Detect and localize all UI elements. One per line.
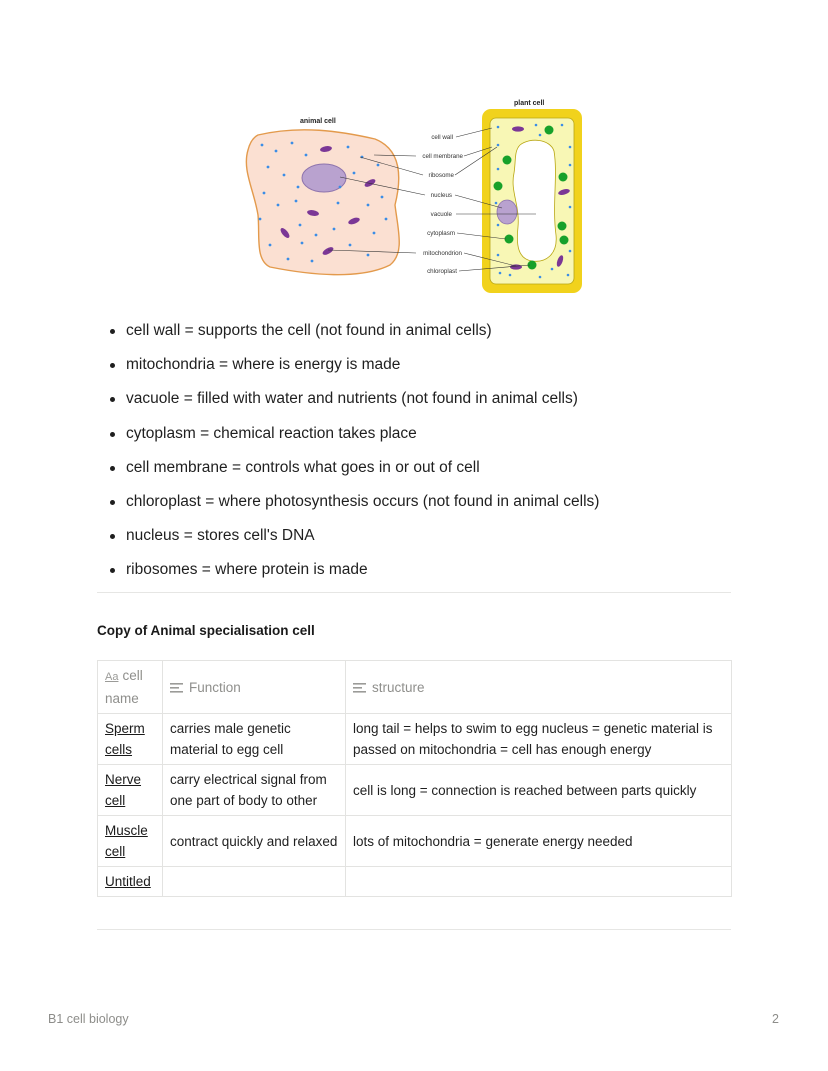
footer-page-number: 2 bbox=[772, 1012, 779, 1026]
list-item: cytoplasm = chemical reaction takes place bbox=[108, 424, 748, 458]
column-header-label: Function bbox=[189, 679, 241, 695]
column-header-name[interactable] bbox=[98, 661, 163, 714]
animal-cell-title: animal cell bbox=[300, 118, 336, 125]
row-title-link[interactable]: Muscle cell bbox=[105, 823, 148, 859]
specialised-cells-table bbox=[97, 660, 732, 897]
plant-nucleus bbox=[497, 200, 517, 224]
cell-name[interactable] bbox=[98, 714, 163, 765]
plant-vacuole bbox=[513, 140, 556, 261]
row-title-link[interactable]: Untitled bbox=[105, 874, 151, 889]
column-header-label: structure bbox=[372, 679, 425, 695]
list-item: cell membrane = controls what goes in or out of cell bbox=[108, 458, 748, 492]
text-property-icon bbox=[353, 683, 366, 693]
cell-structure[interactable]: cell is long = connection is reached between parts quickly bbox=[346, 765, 732, 816]
list-item: cell wall = supports the cell (not found in animal cells) bbox=[108, 321, 748, 355]
label-nucleus: nucleus bbox=[430, 192, 452, 199]
footer-document-title: B1 cell biology bbox=[48, 1012, 129, 1026]
cell-name[interactable] bbox=[98, 867, 163, 897]
title-property-icon: Aa bbox=[105, 671, 119, 683]
cell-structure[interactable]: long tail = helps to swim to egg nucleus = genetic material is passed on mitochondria = cell has enough energy bbox=[346, 714, 732, 765]
label-cell-wall: cell wall bbox=[431, 134, 453, 141]
label-cell-membrane: cell membrane bbox=[422, 153, 463, 160]
cell-structure[interactable]: lots of mitochondria = generate energy needed bbox=[346, 816, 732, 867]
plant-cell-title: plant cell bbox=[514, 100, 545, 107]
cell-diagram bbox=[240, 95, 590, 300]
cell-function[interactable]: carries male genetic material to egg cell bbox=[163, 714, 346, 765]
section-title: Copy of Animal specialisation cell bbox=[97, 623, 315, 638]
table-row bbox=[98, 714, 732, 765]
divider bbox=[97, 592, 731, 593]
column-header-structure[interactable] bbox=[346, 661, 732, 714]
divider bbox=[97, 929, 731, 930]
label-cytoplasm: cytoplasm bbox=[427, 230, 455, 237]
column-header-function[interactable] bbox=[163, 661, 346, 714]
column-header-label: cell name bbox=[105, 668, 143, 706]
label-mitochondrion: mitochondrion bbox=[423, 250, 462, 257]
table-row bbox=[98, 867, 732, 897]
label-chloroplast: chloroplast bbox=[427, 268, 457, 275]
cell-structure[interactable] bbox=[346, 867, 732, 897]
diagram-labels bbox=[422, 134, 463, 275]
organelle-function-list bbox=[108, 321, 748, 595]
table-header-row bbox=[98, 661, 732, 714]
cell-name[interactable] bbox=[98, 816, 163, 867]
list-item: nucleus = stores cell's DNA bbox=[108, 526, 748, 560]
cell-name[interactable] bbox=[98, 765, 163, 816]
row-title-link[interactable]: Sperm cells bbox=[105, 721, 145, 757]
cell-diagram-svg bbox=[240, 95, 590, 300]
list-item: mitochondria = where is energy is made bbox=[108, 355, 748, 389]
list-item: vacuole = filled with water and nutrients (not found in animal cells) bbox=[108, 389, 748, 423]
cell-function[interactable] bbox=[163, 867, 346, 897]
text-property-icon bbox=[170, 683, 183, 693]
cell-function[interactable]: contract quickly and relaxed bbox=[163, 816, 346, 867]
row-title-link[interactable]: Nerve cell bbox=[105, 772, 142, 808]
label-ribosome: ribosome bbox=[428, 172, 454, 179]
list-item: ribosomes = where protein is made bbox=[108, 560, 748, 594]
list-item: chloroplast = where photosynthesis occurs (not found in animal cells) bbox=[108, 492, 748, 526]
table-row bbox=[98, 765, 732, 816]
table-row bbox=[98, 816, 732, 867]
cell-function[interactable]: carry electrical signal from one part of body to other bbox=[163, 765, 346, 816]
label-vacuole: vacuole bbox=[430, 211, 452, 218]
